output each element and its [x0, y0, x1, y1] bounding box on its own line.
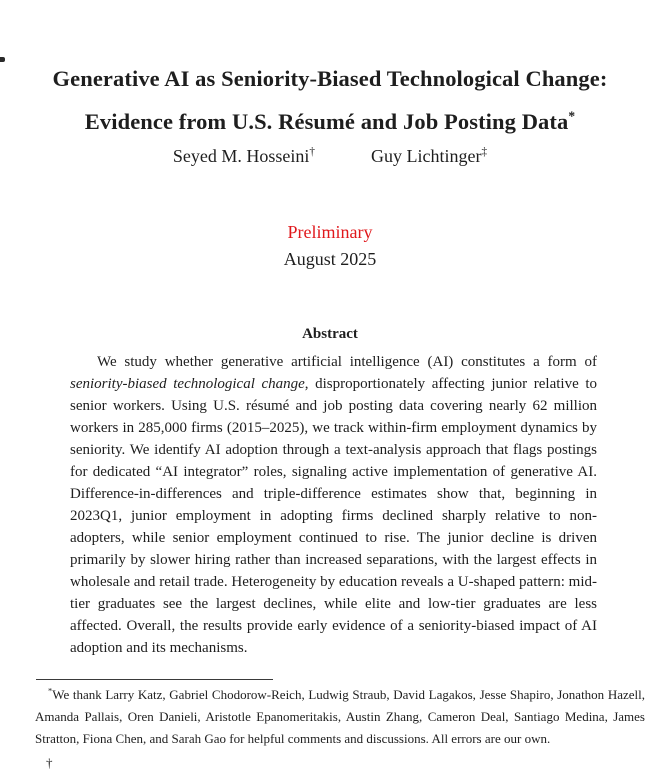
scan-artifact-mark	[0, 57, 5, 62]
title-footnote-marker: *	[568, 108, 576, 124]
abstract-text: We study whether generative artificial intelligence (AI) constitutes a form of seniority-biased technological change, disproportionately affecting junior relative to senior workers. Using U.S. résumé and job posting data covering nearly 62 million workers in 285,000 firms (2015–2025), we track within-firm employment dynamics by seniority. We identify AI adoption through a text-analysis approach that flags postings for dedicated “AI integrator” roles, signaling active implementation of generative AI. Difference-in-differences and triple-difference estimates show that, beginning in 2023Q1, junior employment in adopting firms declined sharply relative to non-adopters, while senior employment continued to rise. The junior decline is driven primarily by slower hiring rather than increased separations, with the largest effects in wholesale and retail trade. Heterogeneity by education reveals a U-shaped pattern: mid-tier graduates see the largest declines, while elite and low-tier graduates are less affected. Overall, the results provide early evidence of a seniority-biased impact of AI adoption and its mechanisms.	[70, 354, 597, 656]
abstract-heading: Abstract	[302, 326, 358, 342]
cutoff-next-footnote-marker: †	[46, 755, 53, 770]
author-1-affiliation-marker: †	[309, 146, 315, 158]
footnote-marker: *	[48, 685, 53, 696]
author-2-name: Guy Lichtinger	[371, 146, 482, 166]
status-label: Preliminary	[287, 222, 373, 242]
author-2-affiliation-marker: ‡	[481, 146, 488, 158]
paper-title-line-2: Evidence from U.S. Résumé and Job Posting Data	[84, 109, 569, 135]
author-2	[371, 146, 487, 167]
paper-title-line-1: Generative AI as Seniority-Biased Technological Change:	[52, 66, 608, 92]
paper-date: August 2025	[283, 249, 377, 269]
authors-row	[0, 146, 660, 167]
author-1-name: Seyed M. Hosseini	[172, 146, 310, 166]
footnote	[35, 684, 645, 750]
footnote-text: We thank Larry Katz, Gabriel Chodorow-Reich, Ludwig Straub, David Lagakos, Jesse Shapiro, Jonathon Hazell, Amanda Pallais, Oren Danieli, Aristotle Epanomeritakis, Austin Zhang, Cameron Deal, Santiago Medina, James Stratton, Fiona Chen, and Sarah Gao for helpful comments and discussions. All errors are our own.	[35, 687, 645, 746]
paper-title	[28, 57, 632, 143]
footnote-rule	[36, 679, 273, 680]
author-1	[173, 146, 315, 167]
